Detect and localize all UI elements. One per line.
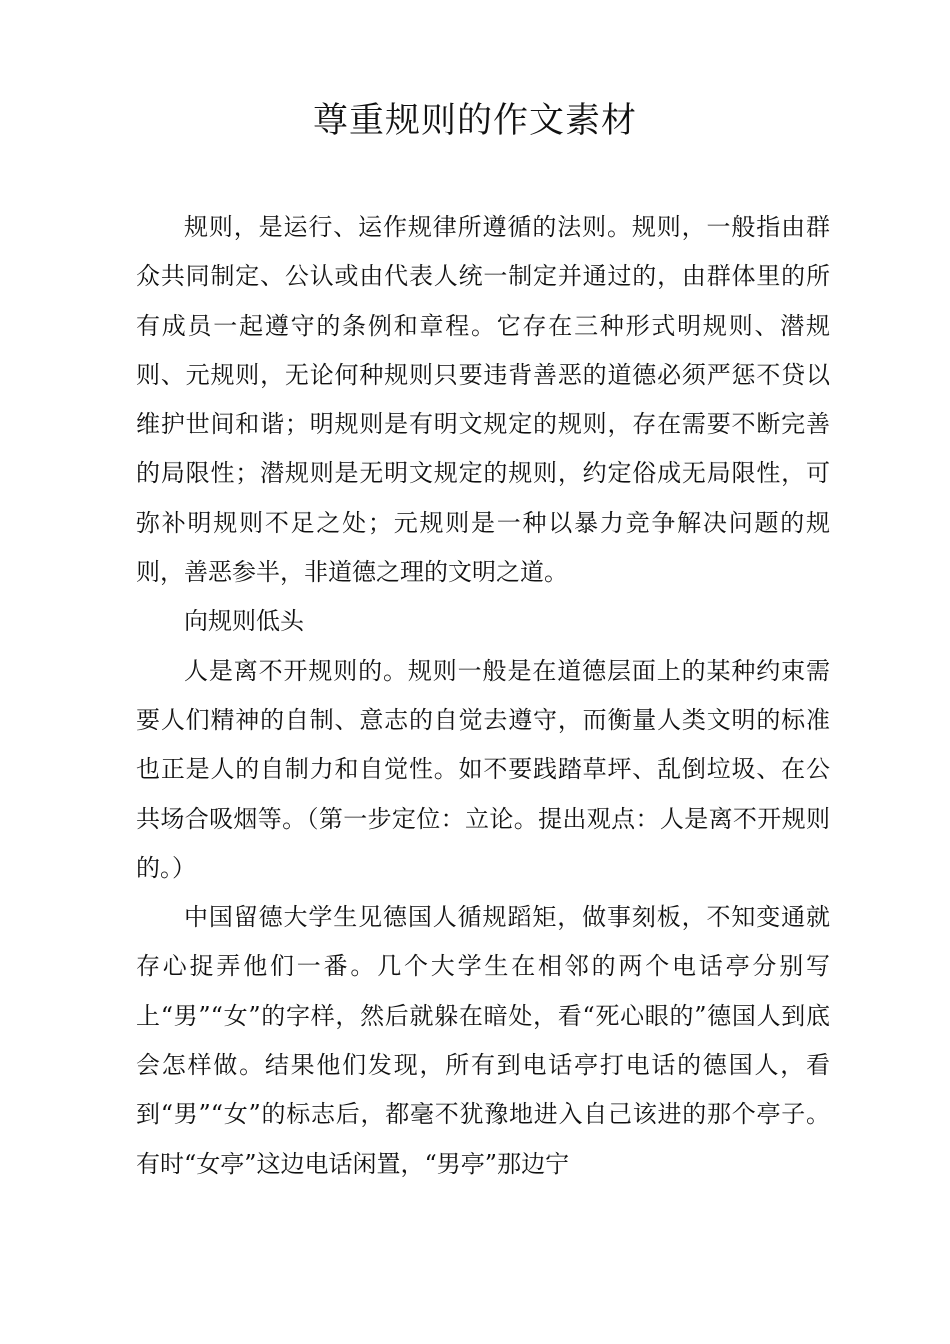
document-title: 尊重规则的作文素材 (312, 101, 637, 141)
paragraph-argument: 人是离不开规则的。规则一般是在道德层面上的某种约束需要人们精神的自制、意志的自觉去遵守，而衡量人类文明的标准也正是人的自制力和自觉性。如不要践踏草坪、乱倒垃圾、在公共场合吸烟等。（第一步定位：立论。提出观点：人是离不开规则的。） (136, 656, 830, 882)
paragraph-definition: 规则，是运行、运作规律所遵循的法则。规则，一般指由群众共同制定、公认或由代表人统一制定并通过的，由群体里的所有成员一起遵守的条例和章程。它存在三种形式明规则、潜规则、元规则，无论何种规则只要违背善恶的道德必须严惩不贷以维护世间和谐；明规则是有明文规定的规则，存在需要不断完善的局限性；潜规则是无明文规定的规则，约定俗成无局限性，可弥补明规则不足之处；元规则是一种以暴力竞争解决问题的规则，善恶参半，非道德之理的文明之道。 (136, 213, 830, 587)
paragraph-example: 中国留德大学生见德国人循规蹈矩，做事刻板，不知变通就存心捉弄他们一番。几个大学生在相邻的两个电话亭分别写上“男”“女”的字样，然后就躲在暗处，看“死心眼的”德国人到底会怎样做。结果他们发现，所有到电话亭打电话的德国人，看到“男”“女”的标志后，都毫不犹豫地进入自己该进的那个亭子。有时“女亭”这边电话闲置，“男亭”那边宁 (136, 903, 830, 1178)
document-body (136, 203, 830, 1189)
section-heading: 向规则低头 (184, 607, 304, 636)
